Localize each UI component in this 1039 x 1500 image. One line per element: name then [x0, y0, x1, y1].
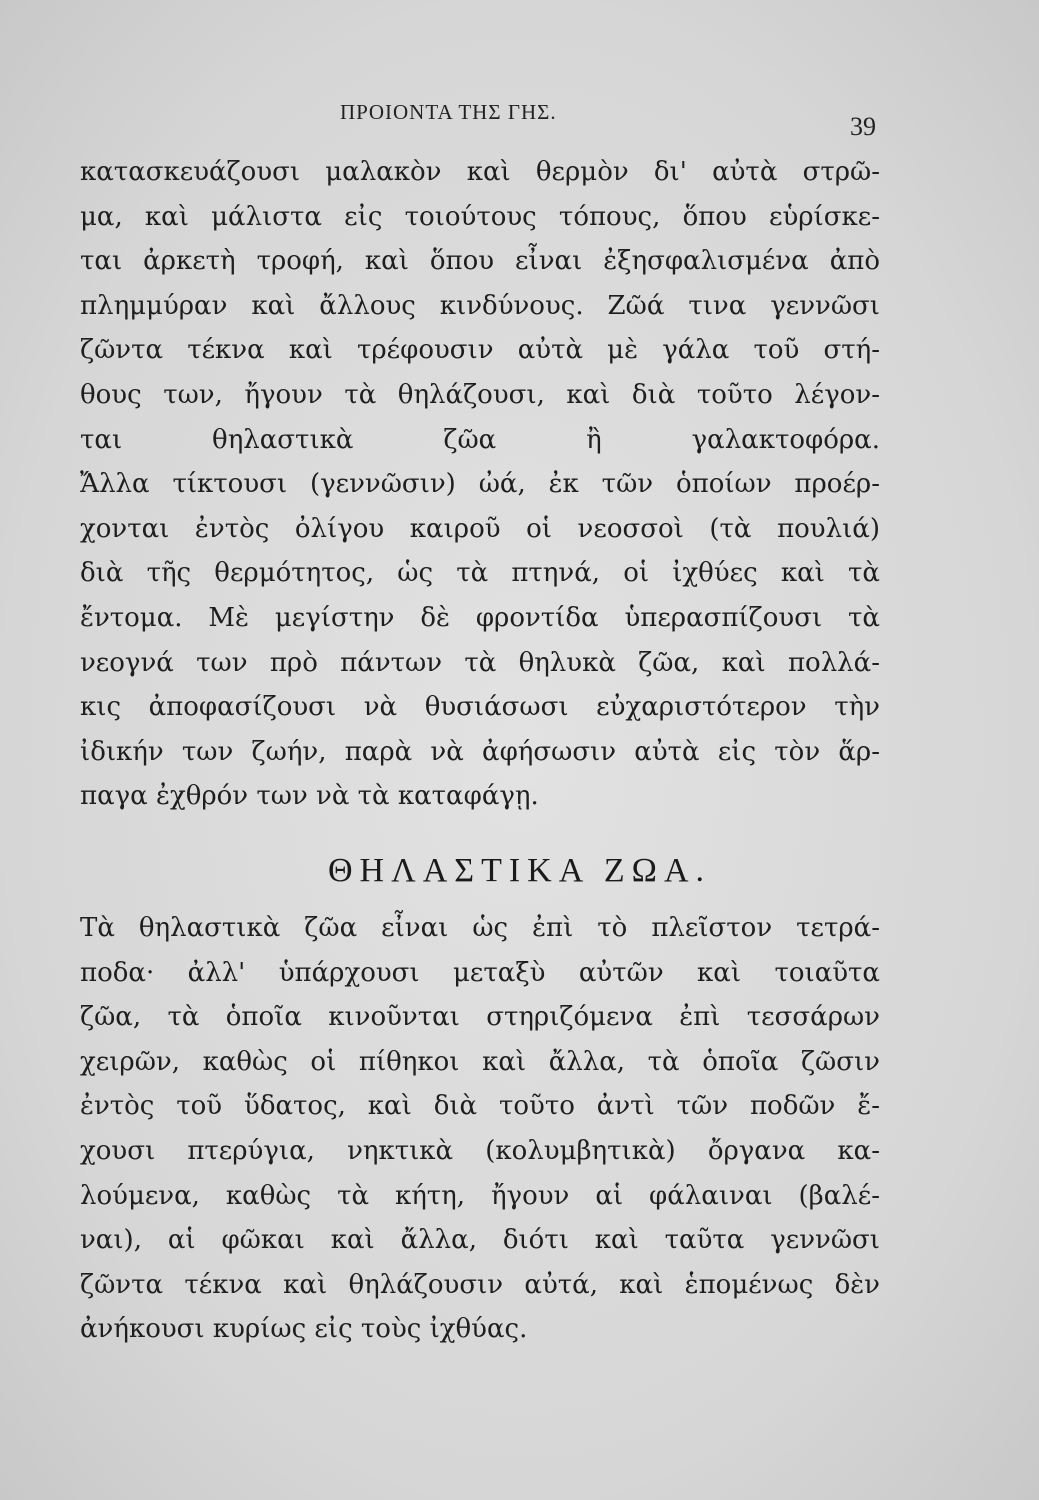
text-line: κατασκευάζουσι μαλακὸν καὶ θερμὸν δι' αὐτὰ στρῶ-	[80, 157, 880, 187]
text-line: μα, καὶ μάλιστα εἰς τοιούτους τόπους, ὅπου εὑρίσκε-	[80, 201, 880, 232]
page-number: 39	[850, 112, 876, 141]
text-line: χουσι πτερύγια, νηκτικὰ (κολυμβητικὰ) ὄργανα κα-	[80, 1135, 880, 1166]
text-line: νεογνά των πρὸ πάντων τὰ θηλυκὰ ζῶα, καὶ πολλά-	[80, 647, 880, 678]
text-line: χειρῶν, καθὼς οἱ πίθηκοι καὶ ἄλλα, τὰ ὁποῖα ζῶσιν	[80, 1046, 880, 1077]
text-line: ποδα· ἀλλ' ὑπάρχουσι μεταξὺ αὐτῶν καὶ τοιαῦτα	[80, 957, 880, 988]
text-line: Ἄλλα τίκτουσι (γεννῶσιν) ὠά, ἐκ τῶν ὁποίων προέρ-	[80, 469, 880, 500]
text-line: ἰδικήν των ζωήν, παρὰ νὰ ἀφήσωσιν αὐτὰ εἰς τὸν ἅρ-	[80, 736, 880, 767]
text-line: ται ἀρκετὴ τροφή, καὶ ὅπου εἶναι ἐξησφαλισμένα ἀπὸ	[80, 246, 880, 277]
text-line: ζῶντα τέκνα καὶ θηλάζουσιν αὐτά, καὶ ἑπομένως δὲν	[80, 1269, 880, 1300]
text-line: ἀνήκουσι κυρίως εἰς τοὺς ἰχθύας.	[80, 1314, 528, 1345]
text-line: διὰ τῆς θερμότητος, ὡς τὰ πτηνά, οἱ ἰχθύες καὶ τὰ	[80, 558, 880, 589]
text-line: χονται ἐντὸς ὀλίγου καιροῦ οἱ νεοσσοὶ (τὰ πουλιά)	[80, 513, 880, 544]
text-line: ται θηλαστικὰ ζῶα ἢ γαλακτοφόρα.	[80, 424, 880, 455]
text-line: ἐντὸς τοῦ ὕδατος, καὶ διὰ τοῦτο ἀντὶ τῶν ποδῶν ἔ-	[80, 1091, 880, 1122]
paragraph-1	[80, 150, 880, 819]
section-title: ΘΗΛΑΣΤΙΚΑ ΖΩΑ.	[327, 852, 711, 889]
text-line: πλημμύραν καὶ ἄλλους κινδύνους. Ζῶά τινα γεννῶσι	[80, 290, 880, 321]
running-head: ΠΡΟΙΟΝΤΑ ΤΗΣ ΓΗΣ.	[340, 100, 557, 124]
text-line: Τὰ θηλαστικὰ ζῶα εἶναι ὡς ἐπὶ τὸ πλεῖστον τετρά-	[80, 913, 880, 943]
text-line: ζῶντα τέκνα καὶ τρέφουσιν αὐτὰ μὲ γάλα τοῦ στή-	[80, 335, 880, 366]
text-line: θους των, ἤγουν τὰ θηλάζουσι, καὶ διὰ τοῦτο λέγον-	[80, 379, 880, 410]
text-line: παγα ἐχθρόν των νὰ τὰ καταφάγῃ.	[80, 781, 539, 812]
text-line: λούμενα, καθὼς τὰ κήτη, ἤγουν αἱ φάλαιναι (βαλέ-	[80, 1180, 880, 1211]
text-line: ζῶα, τὰ ὁποῖα κινοῦνται στηριζόμενα ἐπὶ τεσσάρων	[80, 1002, 880, 1033]
paragraph-2	[80, 906, 880, 1352]
text-line: ναι), αἱ φῶκαι καὶ ἄλλα, διότι καὶ ταῦτα γεννῶσι	[80, 1225, 880, 1256]
text-line: κις ἀποφασίζουσι νὰ θυσιάσωσι εὐχαριστότερον τὴν	[80, 692, 880, 723]
text-line: ἔντομα. Μὲ μεγίστην δὲ φροντίδα ὑπερασπίζουσι τὰ	[80, 602, 880, 633]
